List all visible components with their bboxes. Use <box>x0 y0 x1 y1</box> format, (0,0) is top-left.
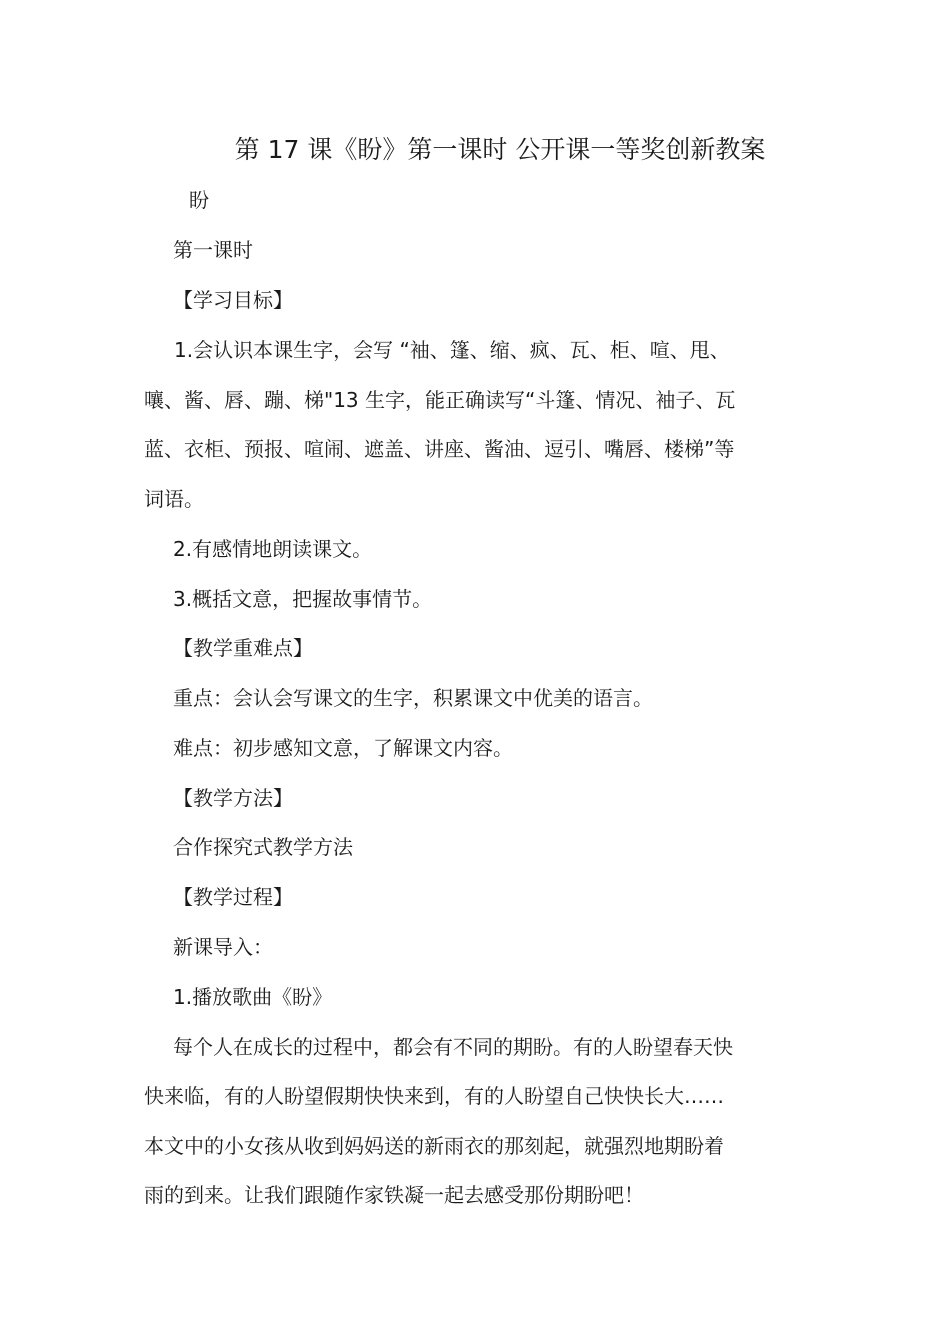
objective-2: 2.有感情地朗读课文。 <box>173 537 373 561</box>
process-paragraph-line-2: 快来临，有的人盼望假期快快来到，有的人盼望自己快快长大…… <box>144 1084 724 1108</box>
process-paragraph-line-4: 雨的到来。让我们跟随作家铁凝一起去感受那份期盼吧！ <box>144 1183 644 1207</box>
key-point-focus: 重点：会认会写课文的生字，积累课文中优美的语言。 <box>173 686 653 710</box>
process-intro: 新课导入： <box>173 935 273 959</box>
objective-3: 3.概括文意，把握故事情节。 <box>173 587 433 611</box>
objectives-heading: 【学习目标】 <box>173 288 293 312</box>
process-paragraph-line-3: 本文中的小女孩从收到妈妈送的新雨衣的那刻起，就强烈地期盼着 <box>144 1134 724 1158</box>
method-heading: 【教学方法】 <box>173 786 293 810</box>
method-text: 合作探究式教学方法 <box>173 835 353 859</box>
objective-1-line-2: 嚷、酱、唇、蹦、梯"13 生字，能正确读写“斗篷、情况、袖子、瓦 <box>144 388 736 412</box>
lesson-period: 第一课时 <box>173 238 253 262</box>
document-title: 第 17 课《盼》第一课时 公开课一等奖创新教案 <box>234 135 766 164</box>
objective-1-line-4: 词语。 <box>144 487 204 511</box>
process-paragraph-line-1: 每个人在成长的过程中，都会有不同的期盼。有的人盼望春天快 <box>173 1035 733 1059</box>
objective-1-line-3: 蓝、衣柜、预报、喧闹、遮盖、讲座、酱油、逗引、嘴唇、楼梯”等 <box>144 437 735 461</box>
process-step-1: 1.播放歌曲《盼》 <box>173 985 333 1009</box>
key-point-difficulty: 难点：初步感知文意，了解课文内容。 <box>173 736 513 760</box>
lesson-name: 盼 <box>189 188 209 212</box>
process-heading: 【教学过程】 <box>173 885 293 909</box>
objective-1-line-1: 1.会认识本课生字，会写 “袖、篷、缩、疯、瓦、柜、喧、甩、 <box>174 338 730 362</box>
key-points-heading: 【教学重难点】 <box>173 636 313 660</box>
